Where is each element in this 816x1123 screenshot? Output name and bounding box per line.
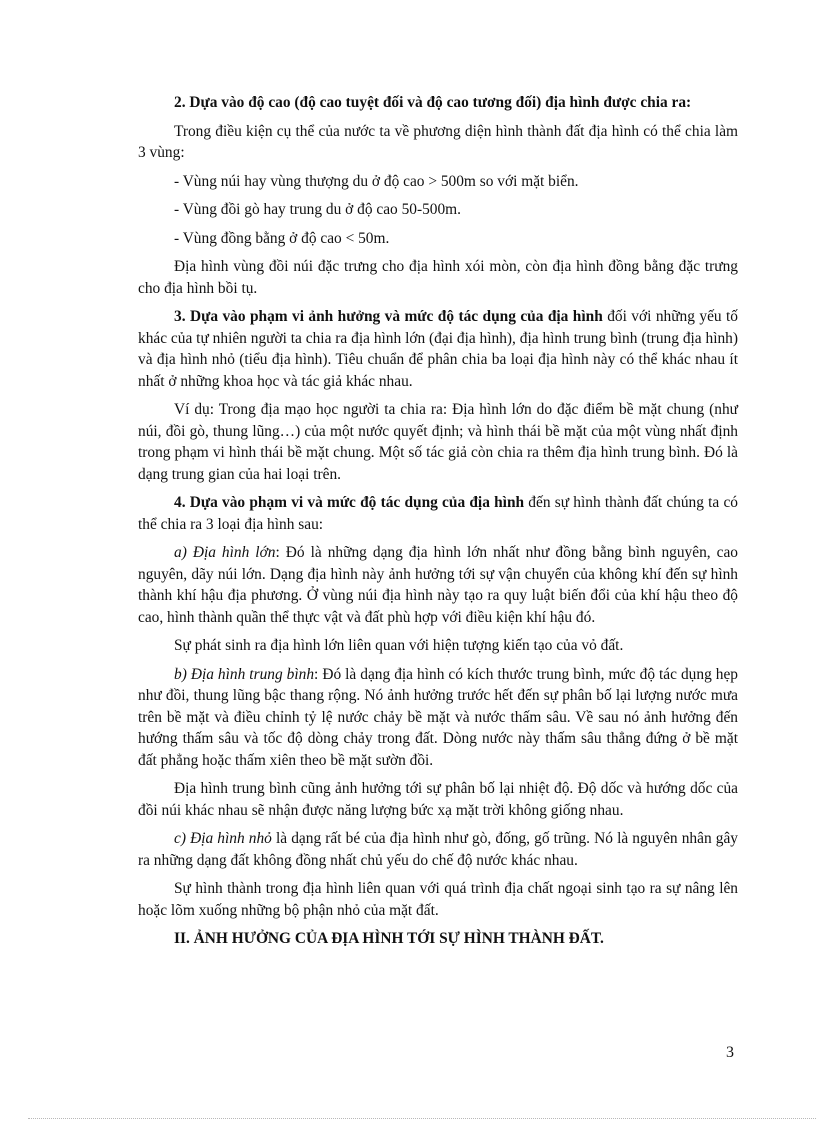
chapter-heading: II. ẢNH HƯỞNG CỦA ĐỊA HÌNH TỚI SỰ HÌNH THÀNH ĐẤT. xyxy=(174,930,604,947)
document-body xyxy=(138,92,738,957)
small-terrain-note: Sự hình thành trong địa hình liên quan với quá trình địa chất ngoại sinh tạo ra sự nâng lên hoặc lõm xuống những bộ phận nhỏ của mặt đất. xyxy=(138,880,738,919)
list-item-plain: - Vùng đồng bằng ở độ cao < 50m. xyxy=(174,229,390,247)
medium-terrain-note: Địa hình trung bình cũng ảnh hưởng tới sự phân bố lại nhiệt độ. Độ dốc và hướng dốc của đồi núi khác nhau sẽ nhận được năng lượng bức xạ mặt trời không giống nhau. xyxy=(138,780,738,819)
medium-terrain-paragraph xyxy=(138,664,738,772)
section-3-text: đối với những yếu tố khác của tự nhiên người ta chia ra địa hình lớn (đại địa hình), địa hình trung bình (trung địa hình) và địa hình nhỏ (tiểu địa hình). Tiêu chuẩn để phân chia ba loại địa hình này có thể khác nhau ít nhất ở những khoa học và tác giả khác nhau. xyxy=(138,308,738,390)
large-terrain-note: Sự phát sinh ra địa hình lớn liên quan với hiện tượng kiến tạo của vỏ đất. xyxy=(174,637,624,654)
section-3-paragraph xyxy=(138,306,738,392)
large-terrain-label: a) Địa hình lớn xyxy=(174,544,276,561)
list-item-mountain: - Vùng núi hay vùng thượng du ở độ cao > 500m so với mặt biển. xyxy=(174,172,579,190)
section-2-heading: 2. Dựa vào độ cao (độ cao tuyệt đối và độ cao tương đối) địa hình được chia ra: xyxy=(174,94,692,111)
small-terrain-paragraph xyxy=(138,828,738,871)
section-4-heading: 4. Dựa vào phạm vi và mức độ tác dụng của địa hình xyxy=(174,494,525,511)
section-2-conclusion: Địa hình vùng đồi núi đặc trưng cho địa hình xói mòn, còn địa hình đồng bằng đặc trưng cho địa hình bồi tụ. xyxy=(138,258,738,297)
page-divider xyxy=(28,1118,816,1119)
medium-terrain-label: b) Địa hình trung bình xyxy=(174,665,315,683)
large-terrain-paragraph xyxy=(138,542,738,628)
section-4-paragraph xyxy=(138,492,738,535)
large-terrain-text: : Đó là những dạng địa hình lớn nhất như đồng bằng bình nguyên, cao nguyên, dãy núi lớn. Dạng địa hình này ảnh hưởng tới sự vận chuyển của không khí đến sự hình thành khí hậu địa phương. Ở vùng núi địa hình này tạo ra quy luật biến đổi của khí hậu theo độ cao, hình thành quần thể thực vật và đất phù hợp với điều kiện khí hậu đó. xyxy=(138,544,738,626)
medium-terrain-text: : Đó là dạng địa hình có kích thước trung bình, mức độ tác dụng hẹp như đồi, thung lũng bậc thang rộng. Nó ảnh hưởng trước hết đến sự phân bố lại lượng nước mưa trên bề mặt và điều chỉnh tỷ lệ nước chảy bề mặt và nước thấm sâu. Về sau nó ảnh hưởng đến hướng thấm sâu và tốc độ dòng chảy trong đất. Dòng nước này thấm sâu thẳng đứng ở bề mặt đất phẳng hoặc thấm xiên theo bề mặt sườn đồi. xyxy=(138,665,738,769)
page-number: 3 xyxy=(726,1044,734,1061)
section-4-text: đến sự hình thành đất chúng ta có thể chia ra 3 loại địa hình sau: xyxy=(138,494,739,533)
section-3-heading: 3. Dựa vào phạm vi ảnh hưởng và mức độ tác dụng của địa hình xyxy=(174,308,603,325)
section-2-intro: Trong điều kiện cụ thể của nước ta về phương diện hình thành đất địa hình có thể chia làm 3 vùng: xyxy=(138,122,738,161)
section-3-example: Ví dụ: Trong địa mạo học người ta chia ra: Địa hình lớn do đặc điểm bề mặt chung (như núi, đồi gò, thung lũng…) của một nước quyết định; và hình thái bề mặt của một vùng nhất định trong phạm vi hình thái bề mặt chung. Một số tác giả còn chia ra thêm địa hình trung bình. Đó là dạng trung gian của hai loại trên. xyxy=(138,401,738,483)
small-terrain-text: là dạng rất bé của địa hình như gò, đống, gố trũng. Nó là nguyên nhân gây ra những dạng đất không đồng nhất chủ yếu do chế độ nước khác nhau. xyxy=(138,830,738,869)
list-item-hill: - Vùng đồi gò hay trung du ở độ cao 50-500m. xyxy=(174,201,461,218)
small-terrain-label: c) Địa hình nhỏ xyxy=(174,830,272,847)
